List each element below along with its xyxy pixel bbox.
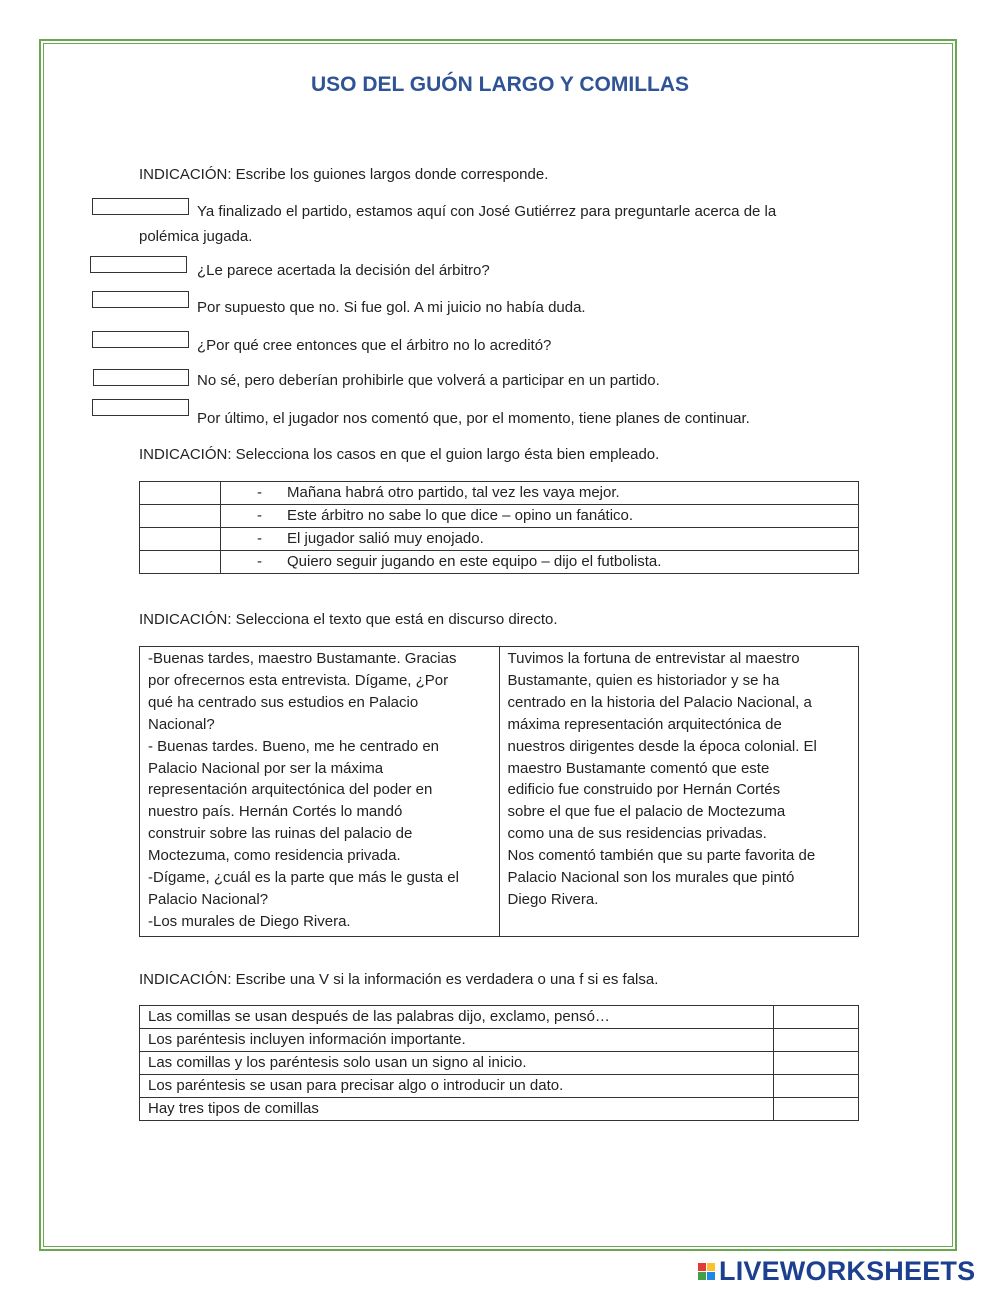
statement-text: Las comillas se usan después de las palabras dijo, exclamo, pensó…	[140, 1006, 774, 1029]
logo-block	[707, 1272, 715, 1280]
table-row	[140, 528, 859, 551]
table-row	[140, 1075, 859, 1098]
statement-text: Hay tres tipos de comillas	[140, 1098, 774, 1121]
instruction-1: INDICACIÓN: Escribe los guiones largos donde corresponde.	[139, 166, 549, 183]
instruction-4: INDICACIÓN: Escribe una V si la información es verdadera o una f si es falsa.	[139, 971, 659, 988]
direct-speech-option-left[interactable]: -Buenas tardes, maestro Bustamante. Gracias por ofrecernos esta entrevista. Dígame, ¿Por qué ha centrado sus estudios en Palacio Nacional? - Buenas tardes. Bueno, me he centrado en Palacio Nacional por ser la máxima representación arquitectónica del poder en nuestro país. Hernán Cortés lo mandó construir sobre las ruinas del palacio de Moctezuma, como residencia privada. -Dígame, ¿cuál es la parte que más le gusta el Palacio Nacional? -Los murales de Diego Rivera.	[140, 647, 500, 937]
select-cell-3[interactable]	[140, 528, 221, 551]
answer-box-3[interactable]	[92, 291, 189, 308]
table-row	[140, 647, 859, 937]
logo-block	[707, 1263, 715, 1271]
bullet-dash: -	[257, 484, 262, 501]
bullet-dash: -	[257, 553, 262, 570]
vf-answer-cell-4[interactable]	[774, 1075, 859, 1098]
answer-box-6[interactable]	[92, 399, 189, 416]
direct-speech-table	[139, 646, 859, 937]
logo-block	[698, 1272, 706, 1280]
answer-box-4[interactable]	[92, 331, 189, 348]
dash-option-2	[221, 505, 859, 528]
liveworksheets-logo	[698, 1256, 975, 1286]
dash-usage-table	[139, 481, 859, 574]
table-row	[140, 1052, 859, 1075]
statement-text: Las comillas y los paréntesis solo usan un signo al inicio.	[140, 1052, 774, 1075]
logo-block	[698, 1263, 706, 1271]
vf-answer-cell-3[interactable]	[774, 1052, 859, 1075]
answer-box-2[interactable]	[90, 256, 187, 273]
true-false-table	[139, 1005, 859, 1121]
dialogue-line-1: Ya finalizado el partido, estamos aquí con José Gutiérrez para preguntarle acerca de la	[197, 203, 777, 220]
bullet-dash: -	[257, 507, 262, 524]
logo-text: LIVEWORKSHEETS	[719, 1255, 976, 1286]
table-row	[140, 1006, 859, 1029]
answer-box-1[interactable]	[92, 198, 189, 215]
table-row	[140, 1098, 859, 1121]
statement-text: Los paréntesis incluyen información importante.	[140, 1029, 774, 1052]
statement-text: Los paréntesis se usan para precisar algo o introducir un dato.	[140, 1075, 774, 1098]
direct-speech-option-right[interactable]: Tuvimos la fortuna de entrevistar al maestro Bustamante, quien es historiador y se ha centrado en la historia del Palacio Nacional, a máxima representación arquitectónica de nuestros dirigentes desde la época colonial. El maestro Bustamante comentó que este edificio fue construido por Hernán Cortés sobre el que fue el palacio de Moctezuma como una de sus residencias privadas. Nos comentó también que su parte favorita de Palacio Nacional son los murales que pintó Diego Rivera.	[499, 647, 859, 937]
dash-option-4	[221, 551, 859, 574]
instruction-2: INDICACIÓN: Selecciona los casos en que el guion largo ésta bien empleado.	[139, 446, 660, 463]
select-cell-2[interactable]	[140, 505, 221, 528]
dialogue-line-3: Por supuesto que no. Si fue gol. A mi juicio no había duda.	[197, 299, 586, 316]
table-row	[140, 551, 859, 574]
dialogue-line-5: No sé, pero deberían prohibirle que volverá a participar en un partido.	[197, 372, 660, 389]
dash-option-3	[221, 528, 859, 551]
vf-answer-cell-2[interactable]	[774, 1029, 859, 1052]
option-text: Mañana habrá otro partido, tal vez les vaya mejor.	[287, 484, 620, 501]
dialogue-line-6: Por último, el jugador nos comentó que, por el momento, tiene planes de continuar.	[197, 410, 750, 427]
dialogue-line-1-cont: polémica jugada.	[139, 228, 253, 245]
option-text: Este árbitro no sabe lo que dice – opino un fanático.	[287, 507, 634, 524]
vf-answer-cell-5[interactable]	[774, 1098, 859, 1121]
option-text: El jugador salió muy enojado.	[287, 530, 484, 547]
select-cell-4[interactable]	[140, 551, 221, 574]
instruction-3: INDICACIÓN: Selecciona el texto que está en discurso directo.	[139, 611, 558, 628]
select-cell-1[interactable]	[140, 482, 221, 505]
dialogue-line-4: ¿Por qué cree entonces que el árbitro no lo acreditó?	[197, 337, 552, 354]
dash-option-1	[221, 482, 859, 505]
table-row	[140, 482, 859, 505]
vf-answer-cell-1[interactable]	[774, 1006, 859, 1029]
bullet-dash: -	[257, 530, 262, 547]
dialogue-line-2: ¿Le parece acertada la decisión del árbitro?	[197, 262, 490, 279]
answer-box-5[interactable]	[93, 369, 189, 386]
worksheet-title: USO DEL GUÓN LARGO Y COMILLAS	[310, 73, 690, 96]
table-row	[140, 1029, 859, 1052]
logo-blocks-icon	[698, 1263, 715, 1280]
table-row	[140, 505, 859, 528]
option-text: Quiero seguir jugando en este equipo – dijo el futbolista.	[287, 553, 662, 570]
